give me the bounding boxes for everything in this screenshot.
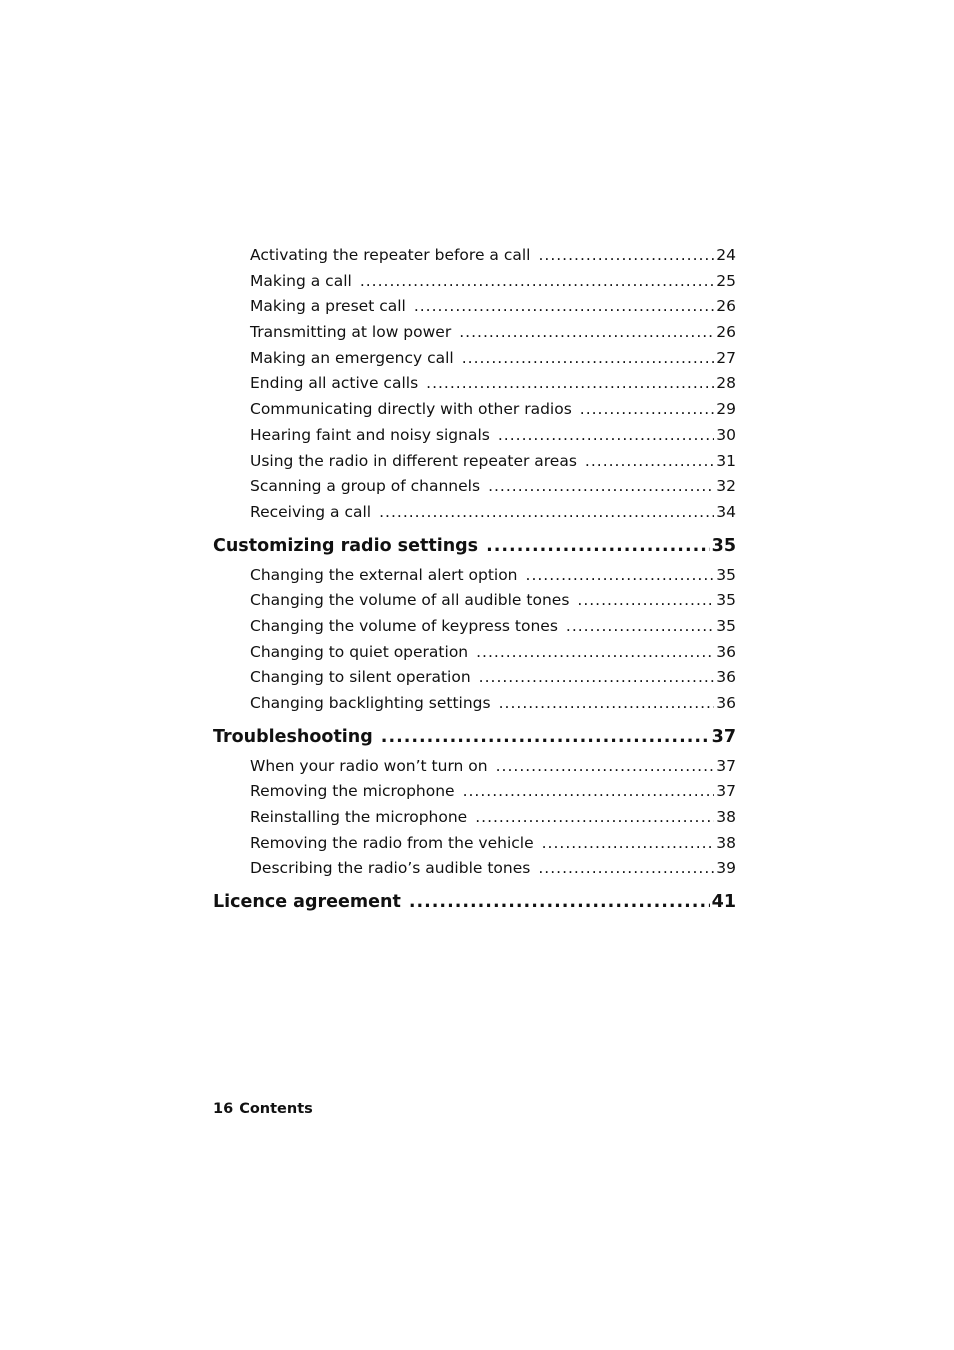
toc-entry[interactable]	[213, 371, 736, 397]
toc-entry-page: 36	[716, 668, 736, 687]
toc-entry-title: Making a preset call	[250, 297, 406, 316]
page-footer	[213, 1101, 319, 1117]
toc-entry-page: 35	[711, 535, 736, 556]
toc-entry[interactable]	[213, 563, 736, 589]
toc-entry-page: 35	[716, 565, 736, 584]
toc-entry-title: Changing backlighting settings	[250, 694, 491, 712]
intro-entries	[213, 243, 736, 526]
toc-entry-title: Activating the repeater before a call	[250, 246, 531, 264]
dot-leader	[499, 691, 715, 717]
toc-entry-page: 35	[716, 591, 736, 610]
toc-entry[interactable]	[213, 449, 736, 475]
toc-entry-page: 31	[716, 451, 736, 470]
toc-entry-title: Describing the radio’s audible tones	[250, 859, 531, 878]
toc-entry-title: When your radio won’t turn on	[250, 756, 488, 775]
dot-leader	[360, 269, 714, 295]
toc-entry-page: 36	[716, 694, 736, 712]
toc-entry-title: Receiving a call	[250, 502, 372, 521]
toc-entry-title: Communicating directly with other radios	[250, 400, 572, 419]
toc-entry-title: Reinstalling the microphone	[250, 808, 468, 827]
dot-leader	[426, 371, 714, 397]
dot-leader	[379, 500, 714, 526]
dot-leader	[566, 614, 714, 640]
toc-entry[interactable]	[213, 754, 736, 780]
table-of-contents	[213, 243, 736, 919]
toc-entry-page: 27	[716, 348, 736, 367]
toc-entry-title: Removing the radio from the vehicle	[250, 833, 534, 852]
toc-entry-page: 37	[711, 726, 736, 747]
dot-leader	[381, 720, 710, 754]
toc-entry[interactable]	[213, 640, 736, 666]
toc-entry[interactable]	[213, 346, 736, 372]
dot-leader	[476, 640, 714, 666]
toc-entry-page: 30	[716, 425, 736, 444]
dot-leader	[538, 856, 714, 882]
toc-entry-title: Removing the microphone	[250, 782, 455, 801]
toc-entry[interactable]	[213, 588, 736, 614]
toc-entry[interactable]	[213, 614, 736, 640]
toc-entry[interactable]	[213, 856, 736, 882]
dot-leader	[475, 805, 714, 831]
toc-entry-title: Changing to silent operation	[250, 668, 471, 687]
toc-entry-title: Customizing radio settings	[213, 535, 479, 556]
toc-entry[interactable]	[213, 665, 736, 691]
toc-entry-title: Changing to quiet operation	[250, 642, 469, 661]
toc-entry-page: 38	[716, 808, 736, 827]
toc-entry[interactable]	[213, 397, 736, 423]
toc-entry[interactable]	[213, 474, 736, 500]
toc-entry[interactable]	[213, 243, 736, 269]
toc-entry[interactable]	[213, 831, 736, 857]
toc-section	[213, 885, 736, 919]
page-number: 16	[213, 1101, 234, 1117]
toc-entry-title: Transmitting at low power	[250, 323, 452, 342]
toc-entry-page: 36	[716, 642, 736, 661]
dot-leader	[577, 588, 714, 614]
toc-entry-title: Ending all active calls	[250, 374, 419, 393]
dot-leader	[409, 885, 710, 919]
toc-entry[interactable]	[213, 320, 736, 346]
dot-leader	[585, 449, 714, 475]
dot-leader	[498, 423, 714, 449]
toc-entry-page: 37	[716, 756, 736, 775]
toc-entry-page: 35	[716, 616, 736, 635]
toc-entry[interactable]	[213, 500, 736, 526]
dot-leader	[496, 754, 715, 780]
toc-section	[213, 529, 736, 717]
toc-entry-page: 29	[716, 400, 736, 419]
toc-entry-title: Making an emergency call	[250, 348, 454, 367]
toc-entry-page: 41	[711, 892, 736, 913]
toc-entry-title: Making a call	[250, 271, 352, 290]
toc-entry-page: 34	[716, 502, 736, 521]
toc-entry-title: Using the radio in different repeater areas	[250, 451, 577, 470]
toc-entry-page: 38	[716, 833, 736, 852]
dot-leader	[542, 831, 715, 857]
dot-leader	[580, 397, 714, 423]
toc-section-heading[interactable]	[213, 720, 736, 754]
toc-entry-title: Changing the volume of keypress tones	[250, 616, 558, 635]
toc-entry[interactable]	[213, 691, 736, 717]
dot-leader	[463, 779, 715, 805]
dot-leader	[526, 563, 715, 589]
toc-entry-page: 39	[716, 859, 736, 878]
dot-leader	[538, 243, 714, 269]
toc-entry-title: Changing the volume of all audible tones	[250, 591, 570, 610]
toc-entry-title: Scanning a group of channels	[250, 477, 481, 496]
toc-entry[interactable]	[213, 805, 736, 831]
toc-entry-title: Changing the external alert option	[250, 565, 518, 584]
toc-entry-page: 37	[716, 782, 736, 801]
dot-leader	[414, 294, 714, 320]
toc-entry-page: 28	[716, 374, 736, 393]
toc-entry-page: 26	[716, 323, 736, 342]
toc-entry-page: 26	[716, 297, 736, 316]
toc-entry[interactable]	[213, 779, 736, 805]
toc-entry-title: Hearing faint and noisy signals	[250, 425, 490, 444]
dot-leader	[479, 665, 715, 691]
toc-entry-title: Troubleshooting	[213, 726, 373, 747]
toc-entry-page: 24	[716, 246, 736, 264]
toc-section-heading[interactable]	[213, 885, 736, 919]
toc-entry[interactable]	[213, 294, 736, 320]
dot-leader	[486, 529, 710, 563]
footer-label: Contents	[239, 1101, 313, 1117]
dot-leader	[459, 320, 714, 346]
toc-section-heading[interactable]	[213, 529, 736, 563]
toc-entry[interactable]	[213, 269, 736, 295]
toc-sections	[213, 529, 736, 920]
toc-entry-page: 25	[716, 271, 736, 290]
dot-leader	[488, 474, 714, 500]
toc-entry[interactable]	[213, 423, 736, 449]
dot-leader	[462, 346, 715, 372]
toc-entry-title: Licence agreement	[213, 892, 401, 913]
toc-entry-page: 32	[716, 477, 736, 496]
toc-section	[213, 720, 736, 882]
